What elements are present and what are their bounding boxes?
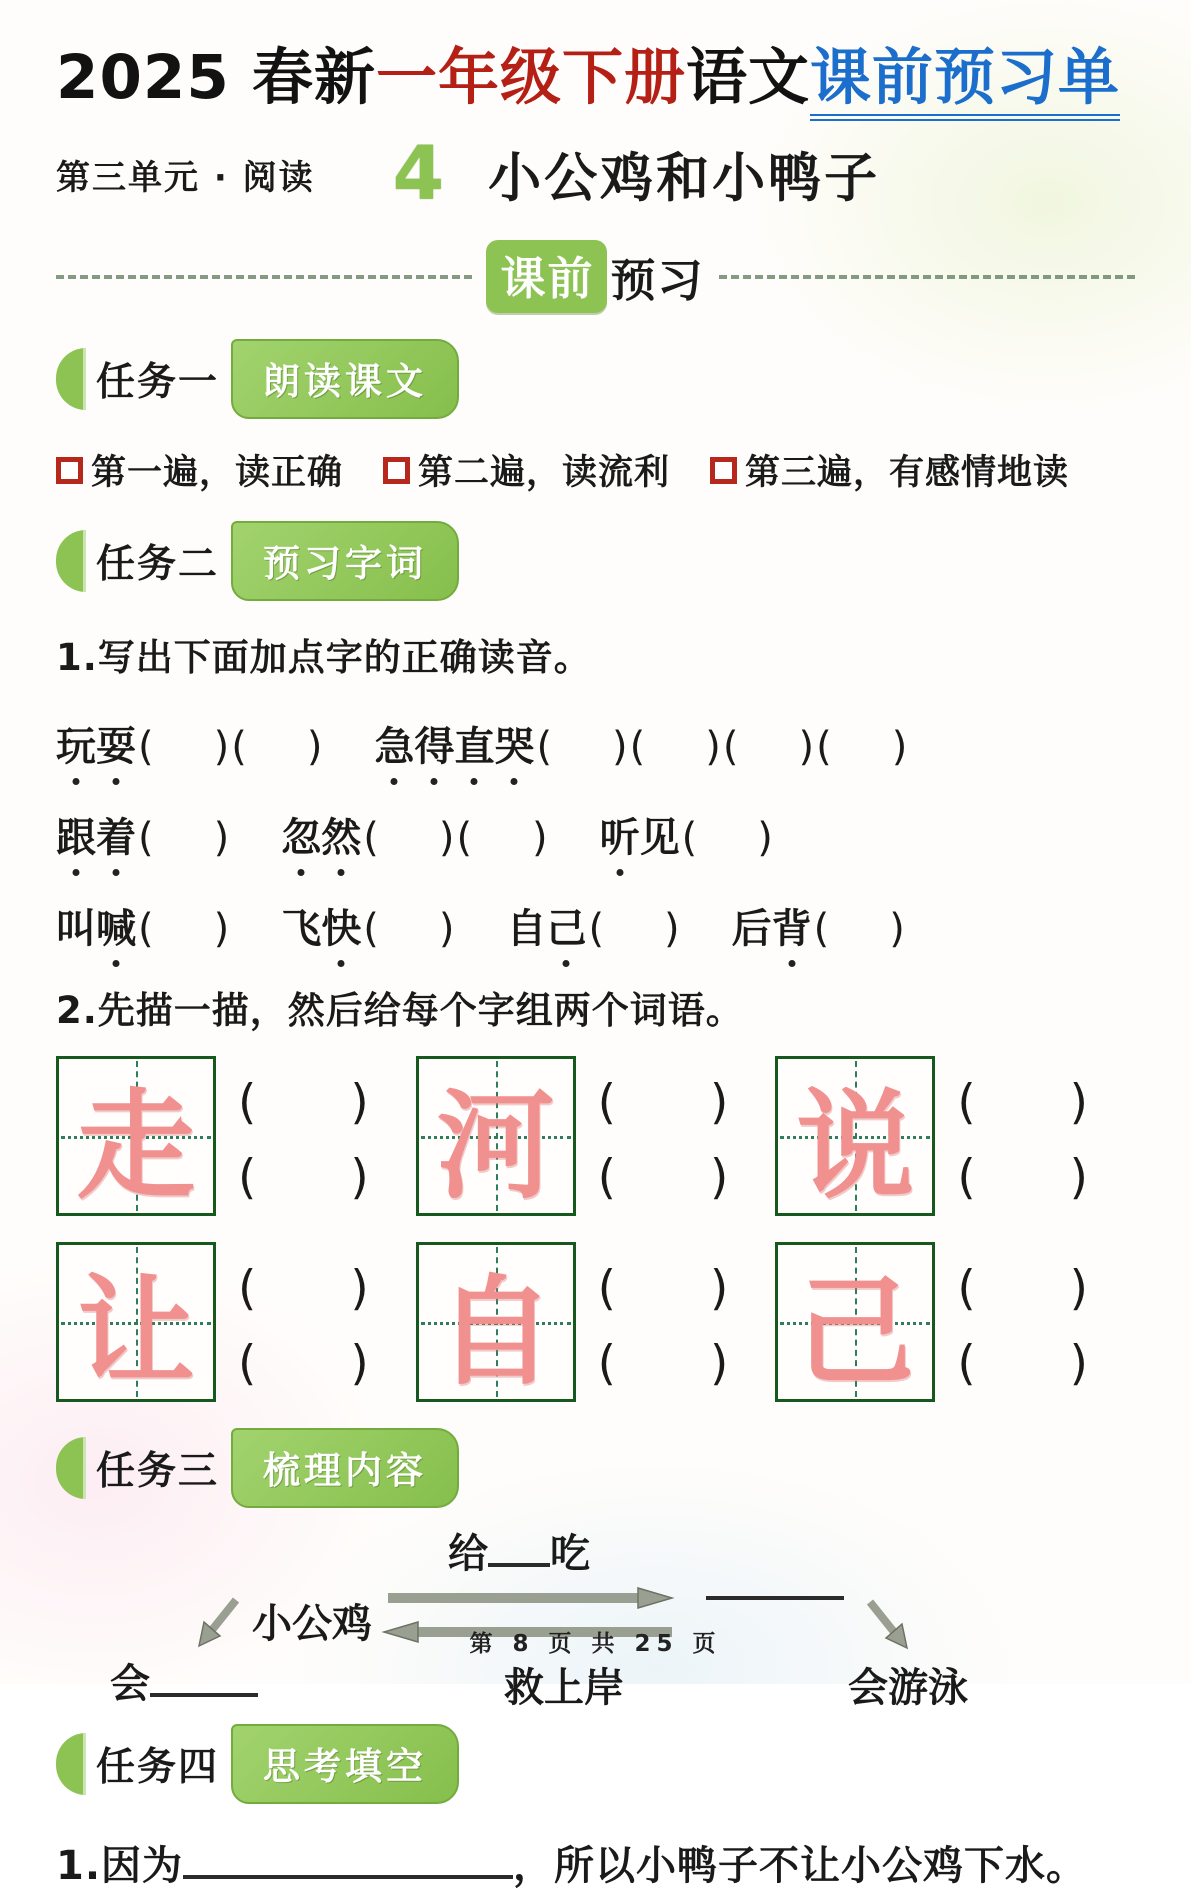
pinyin-row-3 (56, 897, 1135, 954)
divider-dash-right (719, 275, 1135, 279)
hanzi-char: 然 (321, 806, 361, 863)
unit-label: 第三单元 · 阅读 (56, 157, 315, 198)
hanzi-cell (775, 1056, 1135, 1216)
answer-parentheses[interactable]: ( ) (138, 724, 230, 771)
answer-parentheses[interactable]: ( ) (588, 906, 680, 953)
hanzi-trace-grid (56, 1056, 1135, 1402)
task4-label: 任务四 (96, 1745, 220, 1791)
answer-parentheses[interactable]: ( ) (681, 815, 773, 862)
pinyin-row-1 (56, 715, 1135, 772)
hanzi-char: 叫 (56, 906, 96, 953)
hanzi-cell (775, 1242, 1135, 1402)
task3-label: 任务三 (96, 1449, 220, 1495)
checklist-label: 第一遍，读正确 (91, 453, 344, 494)
task2-banner (56, 521, 1135, 601)
hanzi-cell (56, 1242, 416, 1402)
hanzi-trace-box[interactable] (416, 1242, 576, 1402)
pinyin-word (374, 715, 907, 772)
hanzi-char: 哭 (494, 715, 534, 772)
crescent-decoration (56, 1437, 86, 1499)
task1-banner (56, 339, 1135, 419)
hanzi-char: 飞 (281, 906, 322, 953)
crescent-decoration (56, 348, 86, 410)
diagram-right-label: 会游泳 (848, 1665, 968, 1712)
diagram-bottom-left-prefix: 会 (110, 1661, 150, 1708)
answer-parentheses[interactable]: ( ) (597, 1150, 729, 1206)
answer-parentheses[interactable]: ( ) (957, 1150, 1089, 1206)
pinyin-word (56, 715, 322, 772)
pinyin-word (281, 897, 454, 954)
hanzi-trace-box[interactable] (775, 1242, 935, 1402)
diagram-left-node: 小公鸡 (252, 1601, 372, 1648)
trace-character: 让 (76, 1263, 195, 1402)
word-blank-column (238, 1247, 369, 1397)
divider-dash-left (56, 275, 472, 279)
word-blank-column (957, 1061, 1088, 1211)
hanzi-char: 听 (600, 806, 640, 863)
exercise4-prefix: 1.因为 (56, 1843, 184, 1890)
checklist-label: 第三遍，有感情地读 (745, 453, 1070, 494)
answer-parentheses[interactable]: ( ) (138, 815, 230, 862)
hanzi-char: 忽 (281, 806, 321, 863)
title-part-red: 一年级下册 (376, 42, 687, 113)
trace-character: 己 (796, 1263, 915, 1402)
hanzi-char: 得 (414, 715, 454, 772)
pinyin-word (56, 806, 229, 863)
page-title (56, 42, 1135, 113)
task4-badge: 思考填空 (231, 1724, 459, 1804)
hanzi-trace-box[interactable] (416, 1056, 576, 1216)
word-blank-column (598, 1247, 729, 1397)
trace-character: 自 (436, 1263, 555, 1402)
hanzi-char: 见 (639, 815, 680, 862)
exercise4-suffix: ，所以小鸭子不让小公鸡下水。 (513, 1843, 1088, 1890)
hanzi-cell (56, 1056, 416, 1216)
answer-parentheses[interactable]: ( ) (238, 1336, 369, 1392)
pinyin-word (600, 806, 773, 863)
answer-parentheses[interactable]: ( ) (597, 1336, 729, 1392)
exercise1-rows (56, 715, 1135, 954)
diagram-top-prefix: 给 (448, 1531, 488, 1578)
answer-parentheses[interactable]: ( ) (816, 724, 908, 771)
diagram-top-label (448, 1522, 590, 1579)
word-blank-column (598, 1061, 729, 1211)
hanzi-trace-box[interactable] (56, 1242, 216, 1402)
answer-parentheses[interactable]: ( ) (363, 815, 455, 862)
blank-line (150, 1693, 258, 1697)
hanzi-char: 快 (321, 897, 361, 954)
title-part-blue-underlined: 课前预习单 (810, 42, 1120, 121)
answer-parentheses[interactable]: ( ) (722, 724, 815, 771)
section-divider (56, 240, 1135, 313)
task3-badge: 梳理内容 (231, 1428, 459, 1508)
pinyin-word (281, 806, 547, 863)
answer-parentheses[interactable]: ( ) (813, 906, 905, 953)
checklist-item-1 (56, 445, 343, 495)
crescent-decoration (56, 530, 86, 592)
answer-parentheses[interactable]: ( ) (138, 906, 230, 953)
story-diagram (56, 1522, 1135, 1718)
hanzi-char: 喊 (96, 897, 136, 954)
hanzi-trace-box[interactable] (775, 1056, 935, 1216)
word-blank-column (957, 1247, 1088, 1397)
page-footer: 第 8 页 共 25 页 (469, 1631, 722, 1657)
checklist-label: 第二遍，读流利 (418, 453, 671, 494)
hanzi-char: 直 (454, 715, 494, 772)
section-tag-highlight: 课前 (486, 240, 606, 313)
diagram-middle-label: 救上岸 (504, 1665, 624, 1712)
hanzi-trace-box[interactable] (56, 1056, 216, 1216)
exercise2-prompt: 2.先描一描，然后给每个字组两个词语。 (56, 989, 744, 1033)
task2-badge: 预习字词 (231, 521, 459, 601)
lesson-title: 小公鸡和小鸭子 (488, 148, 881, 210)
answer-parentheses[interactable]: ( ) (957, 1261, 1089, 1317)
task1-badge: 朗读课文 (231, 339, 459, 419)
hanzi-char: 跟 (56, 806, 96, 863)
answer-parentheses[interactable]: ( ) (238, 1150, 369, 1206)
title-part-black2: 语文 (686, 42, 811, 113)
lesson-number: 4 (392, 131, 445, 218)
answer-parentheses[interactable]: ( ) (957, 1336, 1089, 1392)
hanzi-char: 急 (374, 715, 414, 772)
trace-character: 说 (796, 1077, 915, 1216)
checkbox[interactable] (710, 457, 737, 484)
hanzi-char: 背 (772, 897, 812, 954)
checklist-item-3 (710, 445, 1069, 495)
task4-banner (56, 1724, 1135, 1804)
pinyin-word (506, 897, 679, 954)
task1-label: 任务一 (96, 360, 220, 406)
hanzi-char: 己 (546, 897, 586, 954)
pinyin-word (732, 897, 905, 954)
crescent-decoration (56, 1733, 86, 1795)
reading-checklist (56, 445, 1135, 495)
hanzi-char: 玩 (56, 715, 96, 772)
checkbox[interactable] (56, 457, 83, 484)
exercise1-prompt: 1.写出下面加点字的正确读音。 (56, 636, 592, 680)
answer-parentheses[interactable]: ( ) (536, 724, 628, 771)
diagram-top-suffix: 吃 (550, 1531, 590, 1578)
pinyin-row-2 (56, 806, 1135, 863)
word-blank-column (238, 1061, 369, 1211)
answer-parentheses[interactable]: ( ) (231, 724, 323, 771)
hanzi-char: 着 (96, 806, 136, 863)
title-part-black1: 2025 春新 (56, 42, 377, 113)
checkbox[interactable] (383, 457, 410, 484)
hanzi-char: 后 (731, 906, 772, 953)
exercise4-sentence (56, 1834, 1135, 1891)
task2-label: 任务二 (96, 542, 220, 588)
hanzi-cell (416, 1056, 776, 1216)
section-tag-rest: 预习 (610, 254, 705, 308)
answer-parentheses[interactable]: ( ) (363, 906, 455, 953)
answer-parentheses[interactable]: ( ) (597, 1075, 729, 1131)
pinyin-word (56, 897, 229, 954)
answer-parentheses[interactable]: ( ) (238, 1261, 369, 1317)
diagram-bottom-left (110, 1652, 258, 1709)
answer-parentheses[interactable]: ( ) (629, 724, 721, 771)
blank-line (488, 1563, 550, 1567)
trace-character: 走 (76, 1077, 195, 1216)
answer-parentheses[interactable]: ( ) (957, 1075, 1089, 1131)
lesson-header (56, 131, 1135, 218)
answer-parentheses[interactable]: ( ) (456, 815, 548, 862)
hanzi-cell (416, 1242, 776, 1402)
checklist-item-2 (383, 445, 670, 495)
task3-banner (56, 1428, 1135, 1508)
hanzi-char: 耍 (96, 715, 136, 772)
blank-line (183, 1875, 513, 1879)
trace-character: 河 (436, 1077, 555, 1216)
blank-line-duckling (706, 1596, 844, 1600)
answer-parentheses[interactable]: ( ) (238, 1075, 369, 1131)
answer-parentheses[interactable]: ( ) (597, 1261, 729, 1317)
hanzi-char: 自 (506, 906, 547, 953)
